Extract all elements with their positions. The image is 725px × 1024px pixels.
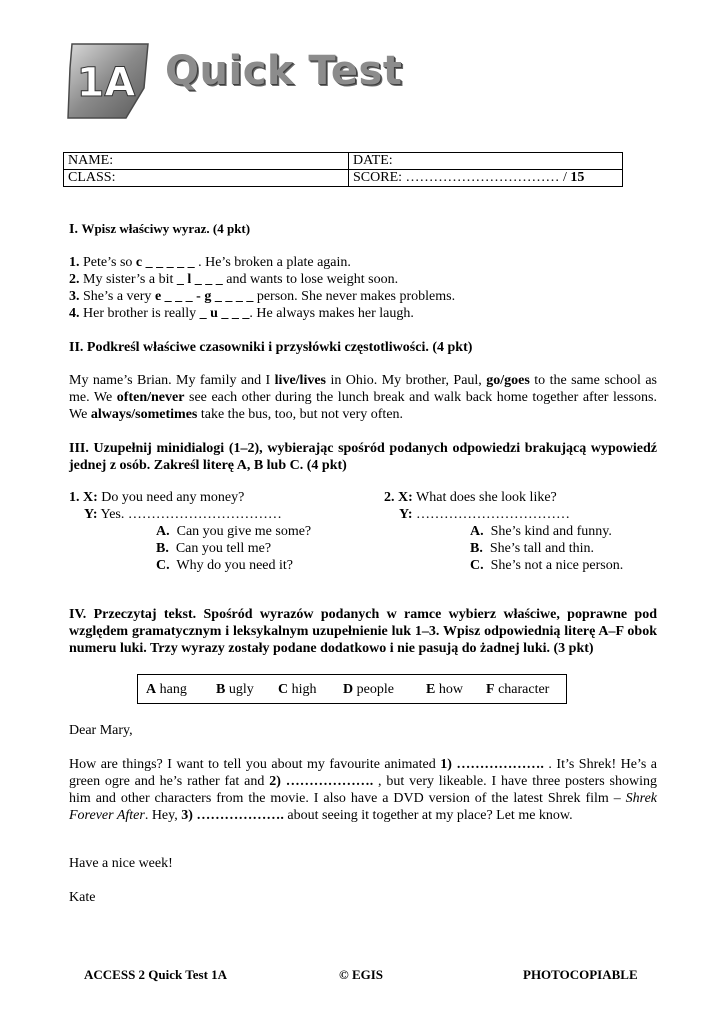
dialog-1-line-1: 1. X: Do you need any money? <box>69 490 245 505</box>
choice-live-lives[interactable]: live/lives <box>274 373 326 388</box>
footer-left: ACCESS 2 Quick Test 1A <box>84 967 228 982</box>
score-label: SCORE: …………………………… / <box>353 170 567 185</box>
section-2-title: II. Podkreśl właściwe czasowniki i przysłówki częstotliwości. (4 pkt) <box>69 340 473 355</box>
dialog-2-option-c[interactable]: C. She’s not a nice person. <box>470 558 624 573</box>
score-field[interactable] <box>349 170 623 187</box>
student-info-table <box>63 152 623 187</box>
letter-signature: Kate <box>69 890 96 905</box>
gap-2[interactable]: _ l _ _ _ <box>176 272 223 287</box>
gap-3-blank[interactable]: 3) ………………. <box>181 808 284 823</box>
name-field[interactable] <box>64 153 349 170</box>
quick-test-badge-icon <box>66 42 150 120</box>
gap-3[interactable]: e _ _ _ - g _ _ _ _ <box>154 289 254 304</box>
dialog-2-line-2: Y: …………………………… <box>399 507 570 522</box>
page-title: Quick Test <box>165 48 403 94</box>
dialog-1-option-b[interactable]: B. Can you tell me? <box>156 541 272 556</box>
gap-1[interactable]: c _ _ _ _ _ <box>135 255 195 270</box>
word-option-e: E how <box>426 682 463 697</box>
name-label: NAME: <box>68 153 114 168</box>
word-option-a: A hang <box>146 682 187 697</box>
class-label: CLASS: <box>68 170 116 185</box>
dialog-1-option-a[interactable]: A. Can you give me some? <box>156 524 312 539</box>
letter-greeting: Dear Mary, <box>69 723 133 738</box>
word-option-f: F character <box>486 682 550 697</box>
date-field[interactable] <box>349 153 623 170</box>
section-2-text: My name’s Brian. My family and I live/lives in Ohio. My brother, Paul, go/goes to the same school as me. We often/never see each other during the lunch break and walk back home together after lessons. We always/sometimes take the bus, too, but not very often. <box>69 373 657 422</box>
dialog-1-line-2: Y: Yes. …………………………… <box>84 507 282 522</box>
dialog-2-option-a[interactable]: A. She’s kind and funny. <box>470 524 612 539</box>
film-title: Shrek Forever After <box>69 791 657 823</box>
section-1-item-4: 4. Her brother is really _ u _ _ _. He always makes her laugh. <box>69 306 414 321</box>
section-1-item-2: 2. My sister’s a bit _ l _ _ _ and wants to lose weight soon. <box>69 272 399 287</box>
choice-often-never[interactable]: often/never <box>116 390 185 405</box>
dialog-2-line-1: 2. X: What does she look like? <box>384 490 557 505</box>
section-4-title: IV. Przeczytaj tekst. Spośród wyrazów podanych w ramce wybierz właściwe, poprawne pod względem gramatycznym i leksykalnym uzupełnienie luk 1–3. Wpisz odpowiednią literę A–F obok numeru luki. Trzy wyrazy zostały podane dodatkowo i nie pasują do żadnej luki. (3 pkt) <box>69 607 657 656</box>
choice-always-sometimes[interactable]: always/sometimes <box>90 407 198 422</box>
dialog-1-option-c[interactable]: C. Why do you need it? <box>156 558 294 573</box>
score-total: 15 <box>570 170 585 185</box>
class-field[interactable] <box>64 170 349 187</box>
choice-go-goes[interactable]: go/goes <box>486 373 530 388</box>
gap-1-blank[interactable]: 1) ………………. <box>440 757 544 772</box>
footer-center: © EGIS <box>339 967 384 982</box>
word-box <box>137 674 567 704</box>
section-1-item-1: 1. Pete’s so c _ _ _ _ _ . He’s broken a plate again. <box>69 255 351 270</box>
section-1-item-3: 3. She’s a very e _ _ _ - g _ _ _ _ person. She never makes problems. <box>69 289 456 304</box>
word-option-c: C high <box>278 682 317 697</box>
footer-right: PHOTOCOPIABLE <box>523 967 638 982</box>
word-option-d: D people <box>343 682 394 697</box>
word-option-b: B ugly <box>216 682 254 697</box>
gap-4[interactable]: _ u _ _ _ <box>199 306 250 321</box>
badge-text: 1A <box>76 60 136 106</box>
section-3-title: III. Uzupełnij minidialogi (1–2), wybierając spośród podanych odpowiedzi brakującą wypowiedź jednej z osób. Zakreśl literę A, B lub C. (4 pkt) <box>69 441 657 473</box>
letter-body: How are things? I want to tell you about my favourite animated 1) ………………. . It’s Shrek! He’s a green ogre and he’s rather fat and 2) ………………. , but very likeable. I have three posters showing him and other characters from the movie. I also have a DVD version of the latest Shrek film – Shrek Forever After. Hey, 3) ………………. about seeing it together at my place? Let me know. <box>69 757 657 823</box>
gap-2-blank[interactable]: 2) ………………. <box>269 774 374 789</box>
letter-closing: Have a nice week! <box>69 856 173 871</box>
date-label: DATE: <box>353 153 393 168</box>
dialog-2-option-b[interactable]: B. She’s tall and thin. <box>470 541 595 556</box>
section-1-title: I. Wpisz właściwy wyraz. (4 pkt) <box>69 221 251 237</box>
